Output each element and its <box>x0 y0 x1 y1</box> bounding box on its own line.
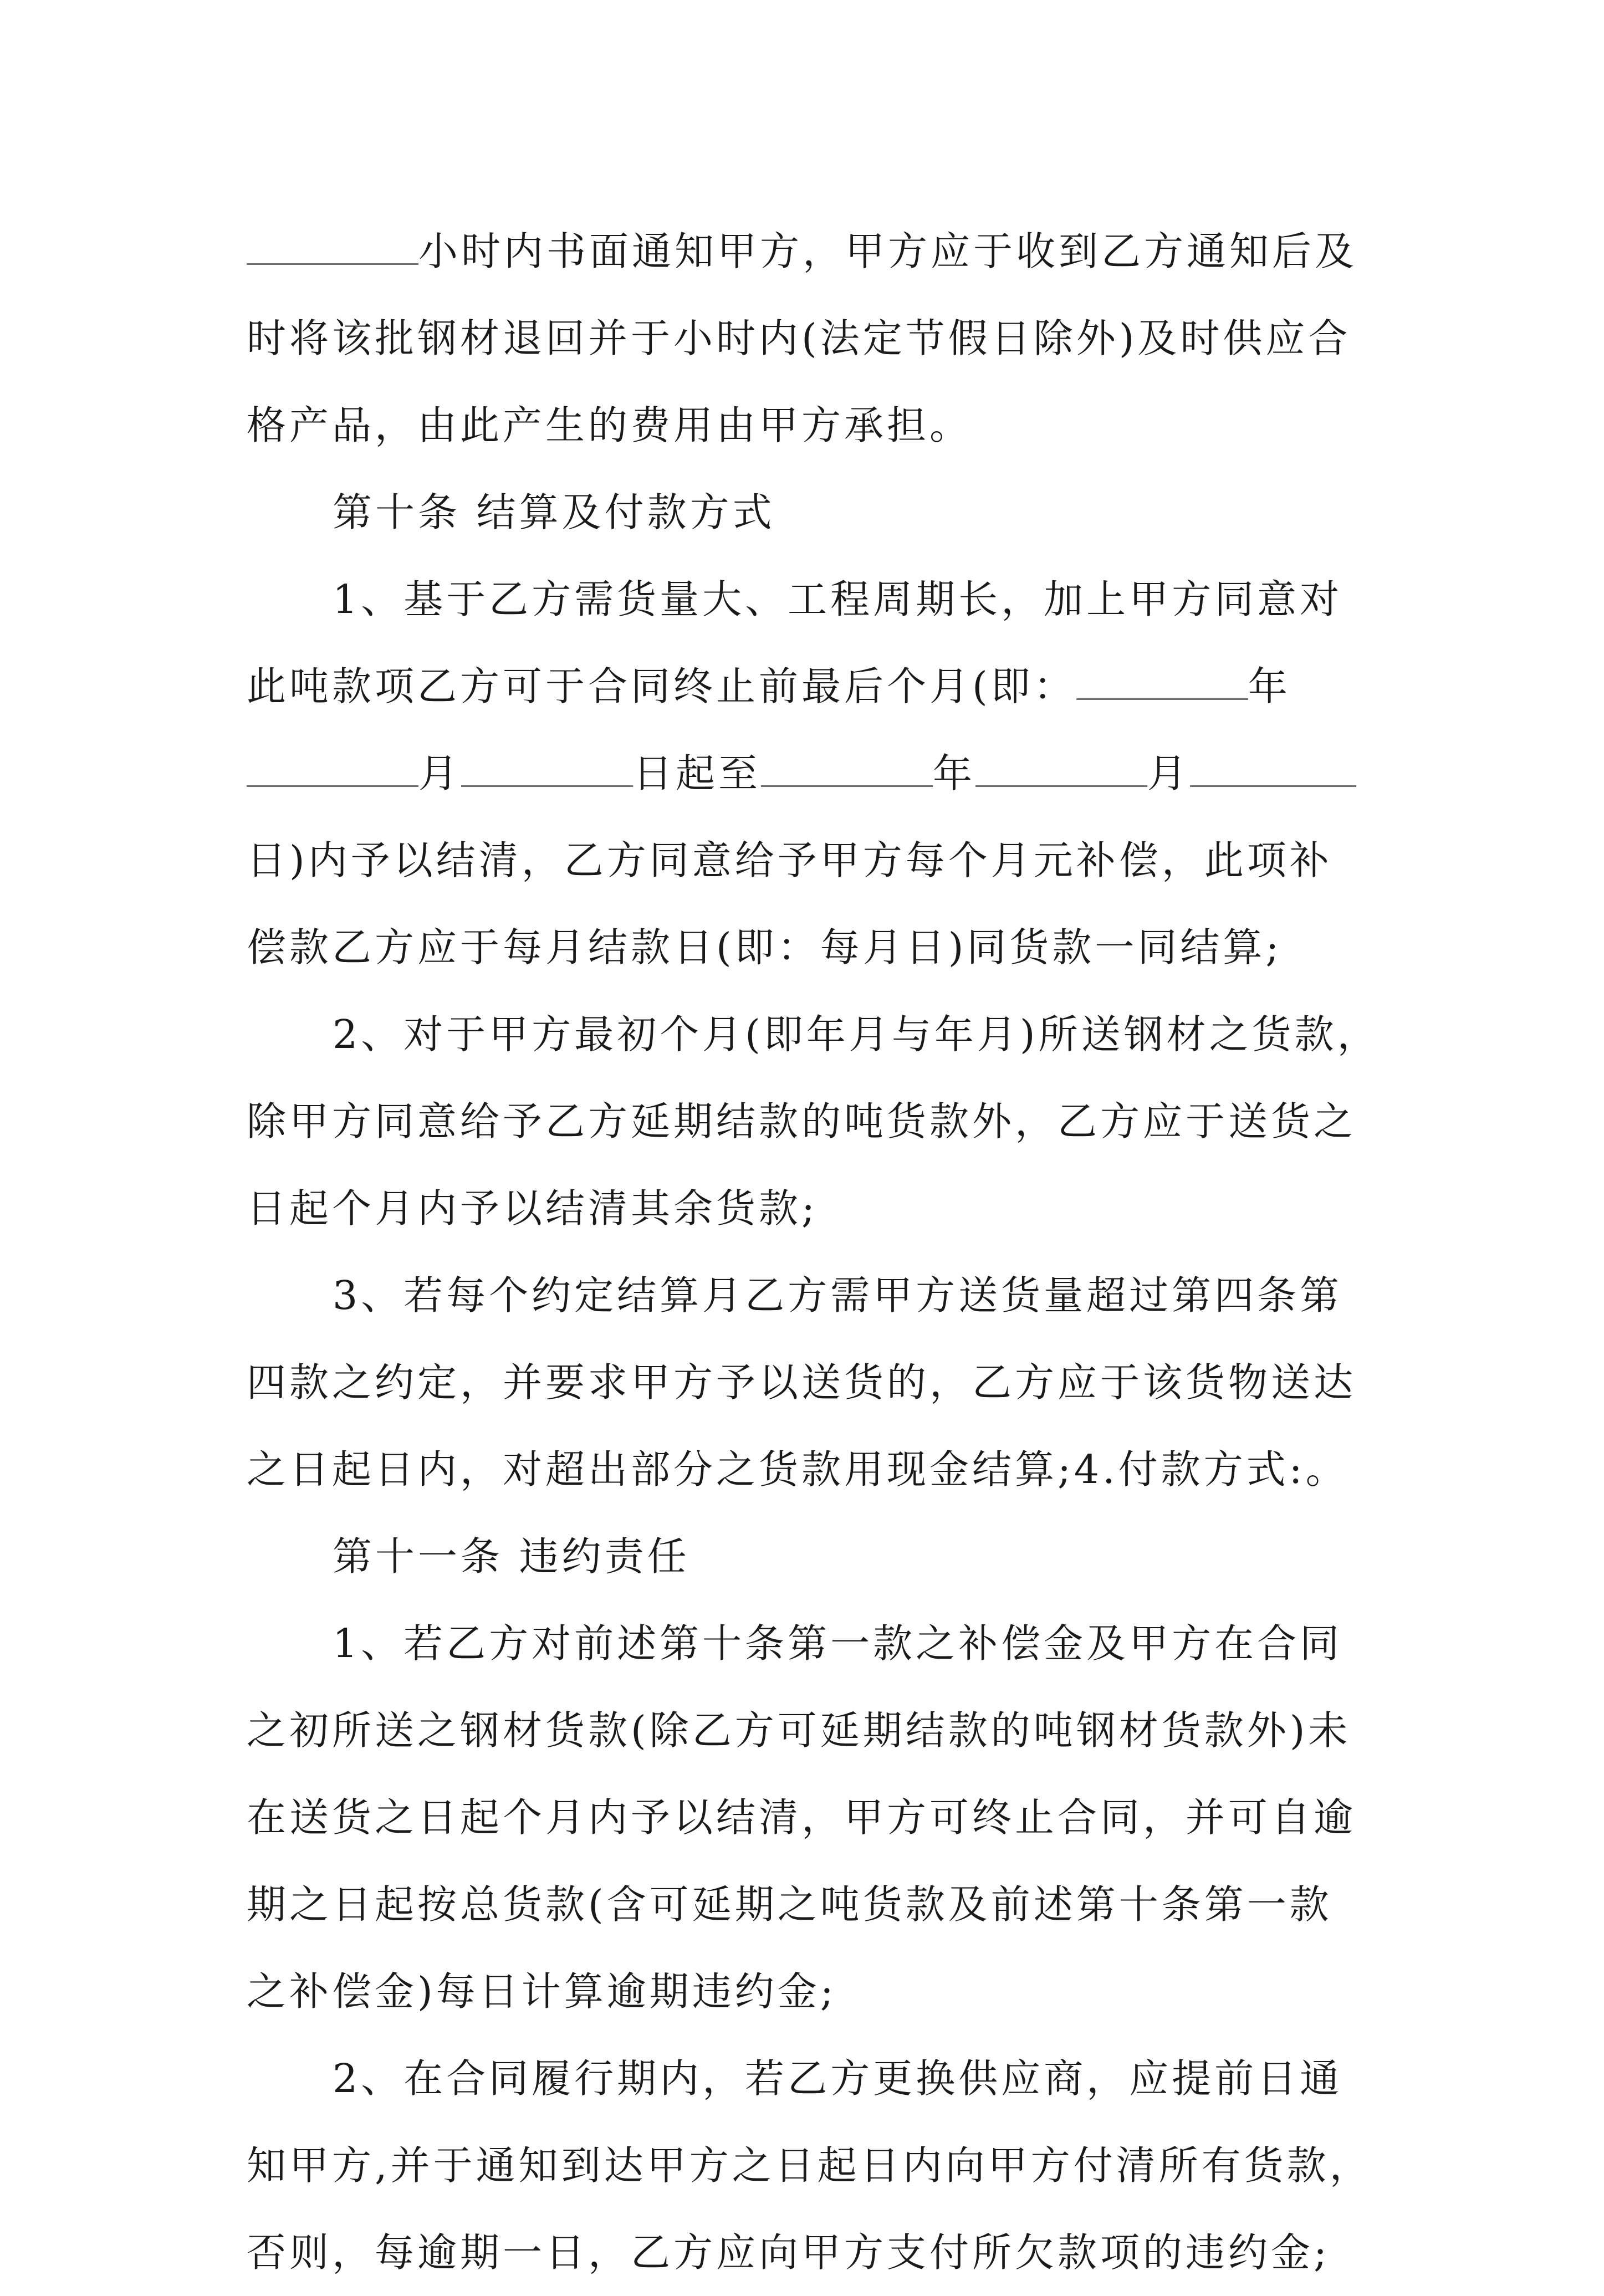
paragraph-line: 之补偿金)每日计算逾期违约金; <box>247 1968 837 2014</box>
paragraph-line <box>247 208 1372 295</box>
paragraph-line: 之初所送之钢材货款(除乙方可延期结款的吨钢材货款外)未 <box>247 1707 1351 1753</box>
paragraph-line: 否则，每逾期一日，乙方应向甲方支付所欠款项的违约金; <box>247 2229 1330 2275</box>
paragraph-line: 2、在合同履行期内，若乙方更换供应商，应提前日通 <box>333 2055 1343 2101</box>
paragraph-line <box>247 643 1372 730</box>
paragraph-line: 偿款乙方应于每月结款日(即：每月日)同货款一同结算; <box>247 924 1283 970</box>
line-text: 此吨款项乙方可于合同终止前最后个月(即： <box>247 663 1076 709</box>
contract-text <box>247 208 1380 2296</box>
paragraph-line: 1、基于乙方需货量大、工程周期长，加上甲方同意对 <box>333 576 1343 622</box>
paragraph-line: 期之日起按总货款(含可延期之吨货款及前述第十条第一款 <box>247 1881 1332 1927</box>
fill-in-blank <box>247 230 418 265</box>
section-heading: 第十一条 违约责任 <box>333 1533 690 1579</box>
paragraph-line: 1、若乙方对前述第十条第一款之补偿金及甲方在合同 <box>333 1620 1343 1666</box>
fill-in-blank <box>461 752 633 787</box>
paragraph-line <box>247 730 1372 817</box>
fill-in-blank <box>247 752 418 787</box>
paragraph-line: 四款之约定，并要求甲方予以送货的，乙方应于该货物送达 <box>247 1359 1357 1405</box>
fill-in-blank <box>1076 665 1248 700</box>
fill-in-blank <box>1190 752 1356 787</box>
fill-in-blank <box>975 752 1147 787</box>
paragraph-line: 之日起日内，对超出部分之货款用现金结算;4.付款方式:。 <box>247 1446 1348 1492</box>
line-text: 小时内书面通知甲方，甲方应于收到乙方通知后及 <box>418 228 1358 274</box>
line-text: 年 <box>933 750 976 796</box>
paragraph-line: 3、若每个约定结算月乙方需甲方送货量超过第四条第 <box>333 1272 1343 1318</box>
paragraph-line: 格产品，由此产生的费用由甲方承担。 <box>247 402 973 448</box>
fill-in-blank <box>761 752 933 787</box>
paragraph-line: 在送货之日起个月内予以结清，甲方可终止合同，并可自逾 <box>247 1794 1357 1840</box>
section-heading: 第十条 结算及付款方式 <box>333 489 775 535</box>
line-text: 月 <box>1147 750 1191 796</box>
paragraph-line: 除甲方同意给予乙方延期结款的吨货款外，乙方应于送货之 <box>247 1098 1357 1144</box>
paragraph-line: 日起个月内予以结清其余货款; <box>247 1185 818 1231</box>
paragraph-line: 日)内予以结清，乙方同意给予甲方每个月元补偿，此项补 <box>247 837 1332 883</box>
paragraph-line: 时将该批钢材退回并于小时内(法定节假日除外)及时供应合 <box>247 315 1351 361</box>
paragraph-line: 知甲方,并于通知到达甲方之日起日内向甲方付清所有货款， <box>247 2142 1372 2188</box>
line-text: 日起至 <box>633 750 762 796</box>
line-text: 月 <box>418 750 462 796</box>
paragraph-line: 2、对于甲方最初个月(即年月与年月)所送钢材之货款， <box>333 1011 1380 1057</box>
line-text: 年 <box>1248 663 1291 709</box>
